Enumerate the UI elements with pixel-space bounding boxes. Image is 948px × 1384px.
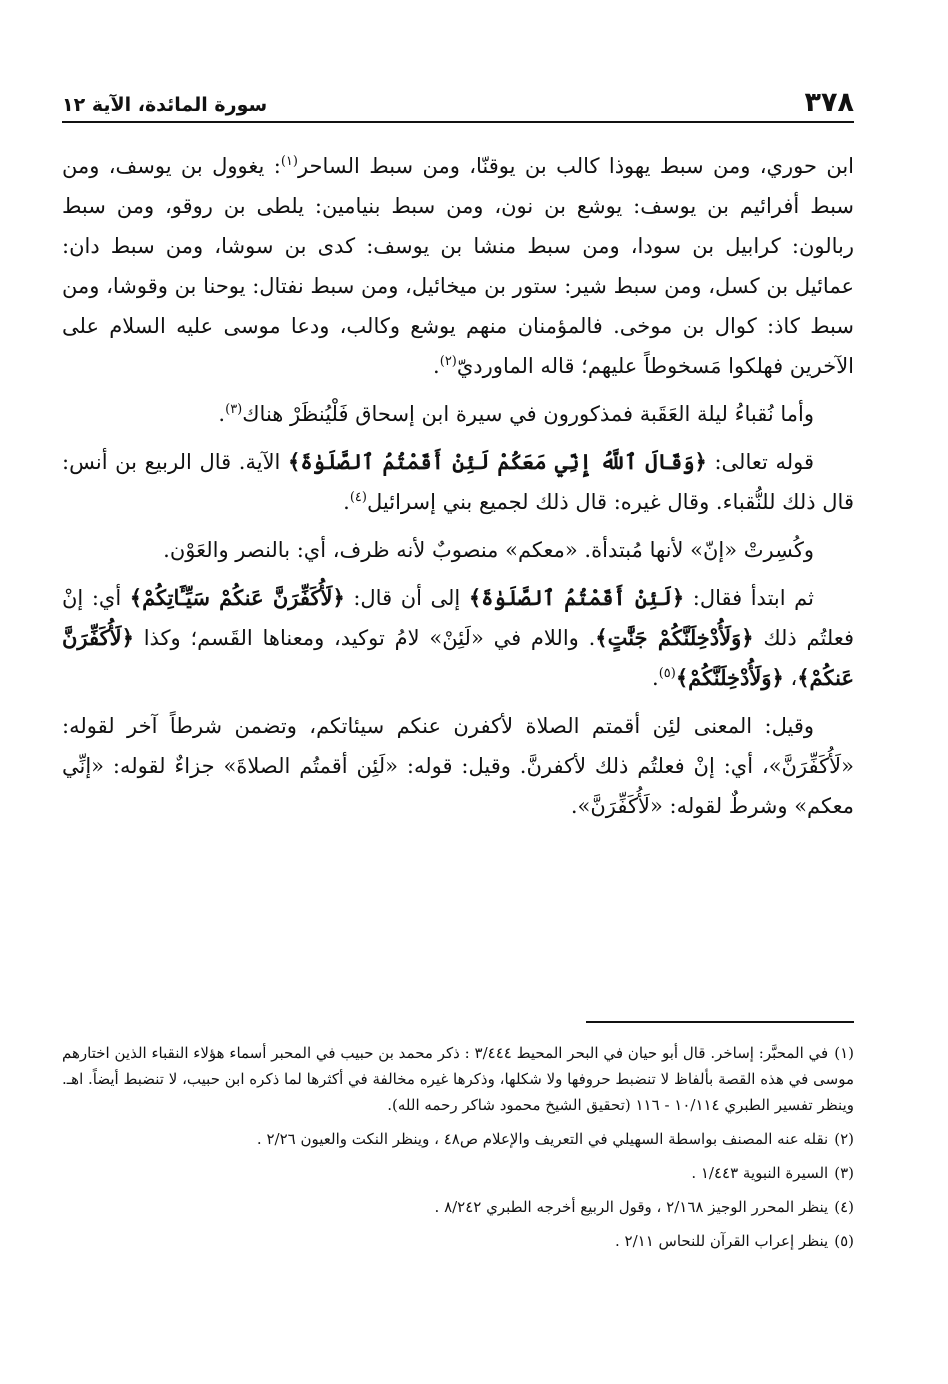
text-run: ثم ابتدأ فقال:	[684, 586, 814, 610]
footnote-text: ينظر المحرر الوجيز ٢/١٦٨ ، وقول الربيع أخرجه الطبري ٨/٢٤٢ .	[434, 1198, 829, 1216]
paragraph	[62, 146, 854, 386]
footnote-number: (٤)	[834, 1198, 854, 1216]
text-run: أي: إنْ فعلتُم ذلك	[62, 586, 854, 650]
text-run: قوله تعالى:	[706, 450, 815, 474]
paragraph	[62, 442, 854, 522]
text-run: وأما نُقباءُ ليلة العَقَبة فمذكورون في سيرة ابن إسحاق فَلْيُنظَرْ هناك	[242, 402, 814, 426]
footnote-text: نقله عنه المصنف بواسطة السهيلي في التعريف والإعلام ص٤٨ ، وينظر النكت والعيون ٢/٢٦ .	[256, 1130, 829, 1148]
footnote-rule	[586, 1021, 854, 1023]
quran-quote: ﴿وَلَأُدْخِلَنَّكُمْ﴾	[675, 665, 784, 690]
paragraph	[62, 530, 854, 570]
text-run: إلى أن قال:	[344, 586, 469, 610]
running-head	[62, 82, 854, 118]
footnote-marker: (١)	[280, 154, 298, 169]
text-run: .	[652, 666, 659, 690]
page-number: ٣٧٨	[804, 87, 854, 118]
footnote-text: ينظر إعراب القرآن للنحاس ٢/١١ .	[614, 1232, 829, 1250]
footnote-text: في المحبَّر: إساخر. قال أبو حيان في البحر المحيط ٣/٤٤٤ : ذكر محمد بن حبيب في المحبر أسماء هؤلاء النقباء الذين اختارهم موسى في هذه القصة بألفاظ لا تنضبط حروفها ولا شكلها، وذكرها غيره مخالفة في أكثرها لما ذكره ابن حبيب، لا تنضبط أيضاً. اهـ. وينظر تفسير الطبري ١٠/١١٤ - ١١٦ (تحقيق الشيخ محمود شاكر رحمه الله).	[62, 1044, 854, 1114]
footnote-number: (٥)	[834, 1232, 854, 1250]
footnote-marker: (٣)	[225, 402, 243, 417]
text-run: .	[343, 490, 350, 514]
text-run: ابن حوري، ومن سبط يهوذا كالب بن يوقنّا، ومن سبط الساحر	[297, 154, 854, 178]
quran-quote: ﴿وَلَأُدْخِلَنَّكُمْ جَنَّٰتٍ﴾	[595, 625, 754, 650]
text-run: وقيل: المعنى لئِن أقمتم الصلاة لأكفرن عنكم سيئاتكم، وتضمن شرطاً آخر لقوله: «لَأُكَفِّرَنَّ»، أي: إنْ فعلتُم ذلك لأكفرنَّ. وقيل: قوله: «لَئِن أقمتُم الصلاةَ» جزاءٌ لقوله: «إنِّي معكم» وشرطٌ لقوله: «لَأُكَفِّرَنَّ».	[62, 714, 854, 818]
paragraph	[62, 578, 854, 698]
footnote	[62, 1228, 854, 1254]
quran-quote: ﴿لَأُكَفِّرَنَّ عَنكُمْ﴾	[62, 625, 854, 690]
footnote	[62, 1040, 854, 1118]
header-rule	[62, 121, 854, 123]
footnote-number: (٢)	[834, 1130, 854, 1148]
text-run: الآية. قال الربيع بن أنس: قال ذلك للنُّقباء. وقال غيره: قال ذلك لجميع بني إسرائيل	[62, 450, 854, 514]
text-run: ،	[783, 666, 798, 690]
paragraph	[62, 706, 854, 826]
footnote	[62, 1194, 854, 1220]
quran-quote: ﴿لَأُكَفِّرَنَّ عَنكُمْ سَيِّـَٔاتِكُمْ﴾	[129, 585, 345, 610]
text-run: . واللام في «لَئِنْ» لامُ توكيد، ومعناها القَسم؛ وكذا	[133, 626, 596, 650]
book-page	[62, 0, 854, 1384]
footnote-text: السيرة النبوية ١/٤٤٣ .	[691, 1164, 829, 1182]
text-run: : يغوول بن يوسف، ومن سبط أفرائيم بن يوسف: يوشع بن نون، ومن سبط بنيامين: يلطى بن روقو، ومن سبط ربالون: كرابيل بن سودا، ومن سبط منشا بن يوسف: كدى بن سوشا، ومن سبط دان: عمائيل بن كسل، ومن سبط شير: ستور بن ميخائيل، ومن سبط نفتال: يوحنا بن وقوشا، ومن سبط كاذ: كوال بن موخى. فالمؤمنان منهم يوشع وكالب، ودعا موسى عليه السلام على الآخرين فهلكوا مَسخوطاً عليهم؛ قاله الماورديّ	[62, 154, 854, 378]
text-run: وكُسِرتْ «إنّ» لأنها مُبتدأة. «معكم» منصوبٌ لأنه ظرف، أي: بالنصر والعَوْن.	[163, 538, 814, 562]
main-text	[62, 146, 854, 834]
paragraph	[62, 394, 854, 434]
footnote	[62, 1160, 854, 1186]
footnotes	[62, 1040, 854, 1262]
footnote	[62, 1126, 854, 1152]
footnote-number: (١)	[834, 1044, 854, 1062]
running-title: سورة المائدة، الآية ١٢	[62, 94, 268, 116]
quran-quote: ﴿لَئِنْ أَقَمْتُمُ ٱلصَّلَوٰةَ﴾	[468, 585, 685, 610]
footnote-marker: (٥)	[658, 666, 676, 681]
footnote-marker: (٤)	[349, 490, 367, 505]
text-run: .	[218, 402, 226, 426]
quran-quote: ﴿وَقَالَ ٱللَّهُ إِنِّي مَعَكُمْ لَئِنْ أَقَمْتُمُ ٱلصَّلَوٰةَ﴾	[288, 449, 707, 474]
footnote-marker: (٢)	[439, 354, 457, 369]
footnote-number: (٣)	[834, 1164, 854, 1182]
text-run: .	[433, 354, 440, 378]
